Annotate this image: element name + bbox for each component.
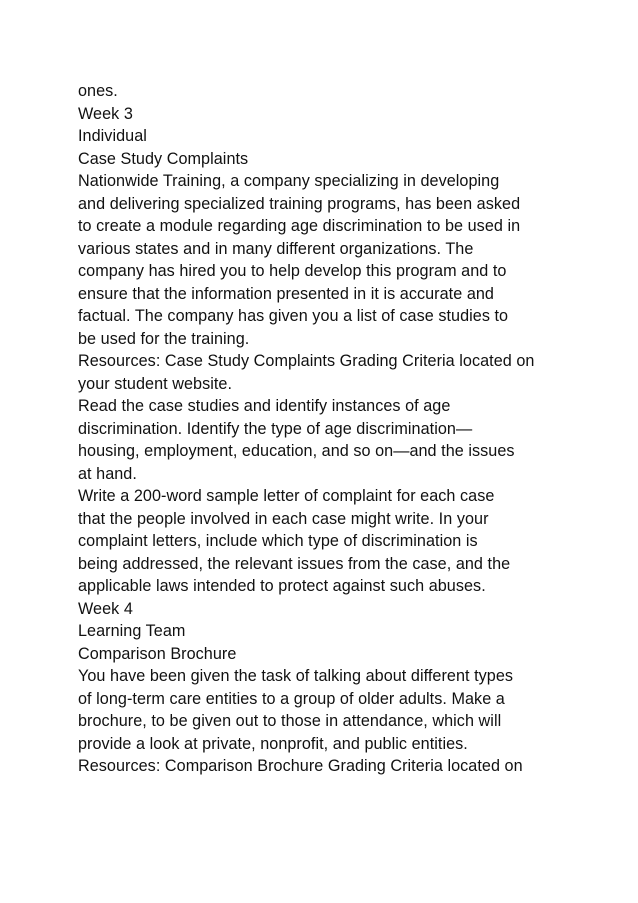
text-line: ones. [78,82,118,100]
text-line: be used for the training. [78,329,250,348]
text-line: being addressed, the relevant issues from the case, and the [78,554,511,573]
resources-line: Resources: Case Study Complaints Grading Criteria located on [78,352,535,370]
text-line: at hand. [78,464,137,483]
section-heading-week: Week 3 [78,104,133,123]
text-line: various states and in many different organizations. The [78,239,474,258]
section-heading-week: Week 4 [78,599,133,618]
text-line: of long-term care entities to a group of older adults. Make a [78,689,505,708]
text-line: Nationwide Training, a company specializing in developing [78,172,500,190]
text-line: You have been given the task of talking about different types [78,667,514,685]
resources-line: Resources: Comparison Brochure Grading Criteria located on [78,757,523,775]
text-line: applicable laws intended to protect against such abuses. [78,577,486,595]
text-line: factual. The company has given you a list of case studies to [78,307,509,325]
text-line: discrimination. Identify the type of age discrimination— [78,419,473,438]
text-line: your student website. [78,374,233,393]
document-body [78,80,578,778]
text-line: provide a look at private, nonprofit, and public entities. [78,734,468,753]
text-line: and delivering specialized training programs, has been asked [78,194,521,213]
text-line: Write a 200-word sample letter of complaint for each case [78,487,495,505]
text-line: that the people involved in each case might write. In your [78,509,489,528]
text-line: company has hired you to help develop this program and to [78,262,507,280]
text-line: housing, employment, education, and so on—and the issues [78,442,515,460]
text-line: ensure that the information presented in it is accurate and [78,284,494,303]
assignment-title: Comparison Brochure [78,644,237,663]
assignment-title: Case Study Complaints [78,149,249,168]
text-line: brochure, to be given out to those in attendance, which will [78,712,502,730]
assignment-type: Learning Team [78,622,186,640]
text-line: Read the case studies and identify instances of age [78,397,451,415]
text-line: to create a module regarding age discrimination to be used in [78,217,521,235]
text-line: complaint letters, include which type of discrimination is [78,532,478,550]
assignment-type: Individual [78,127,147,145]
